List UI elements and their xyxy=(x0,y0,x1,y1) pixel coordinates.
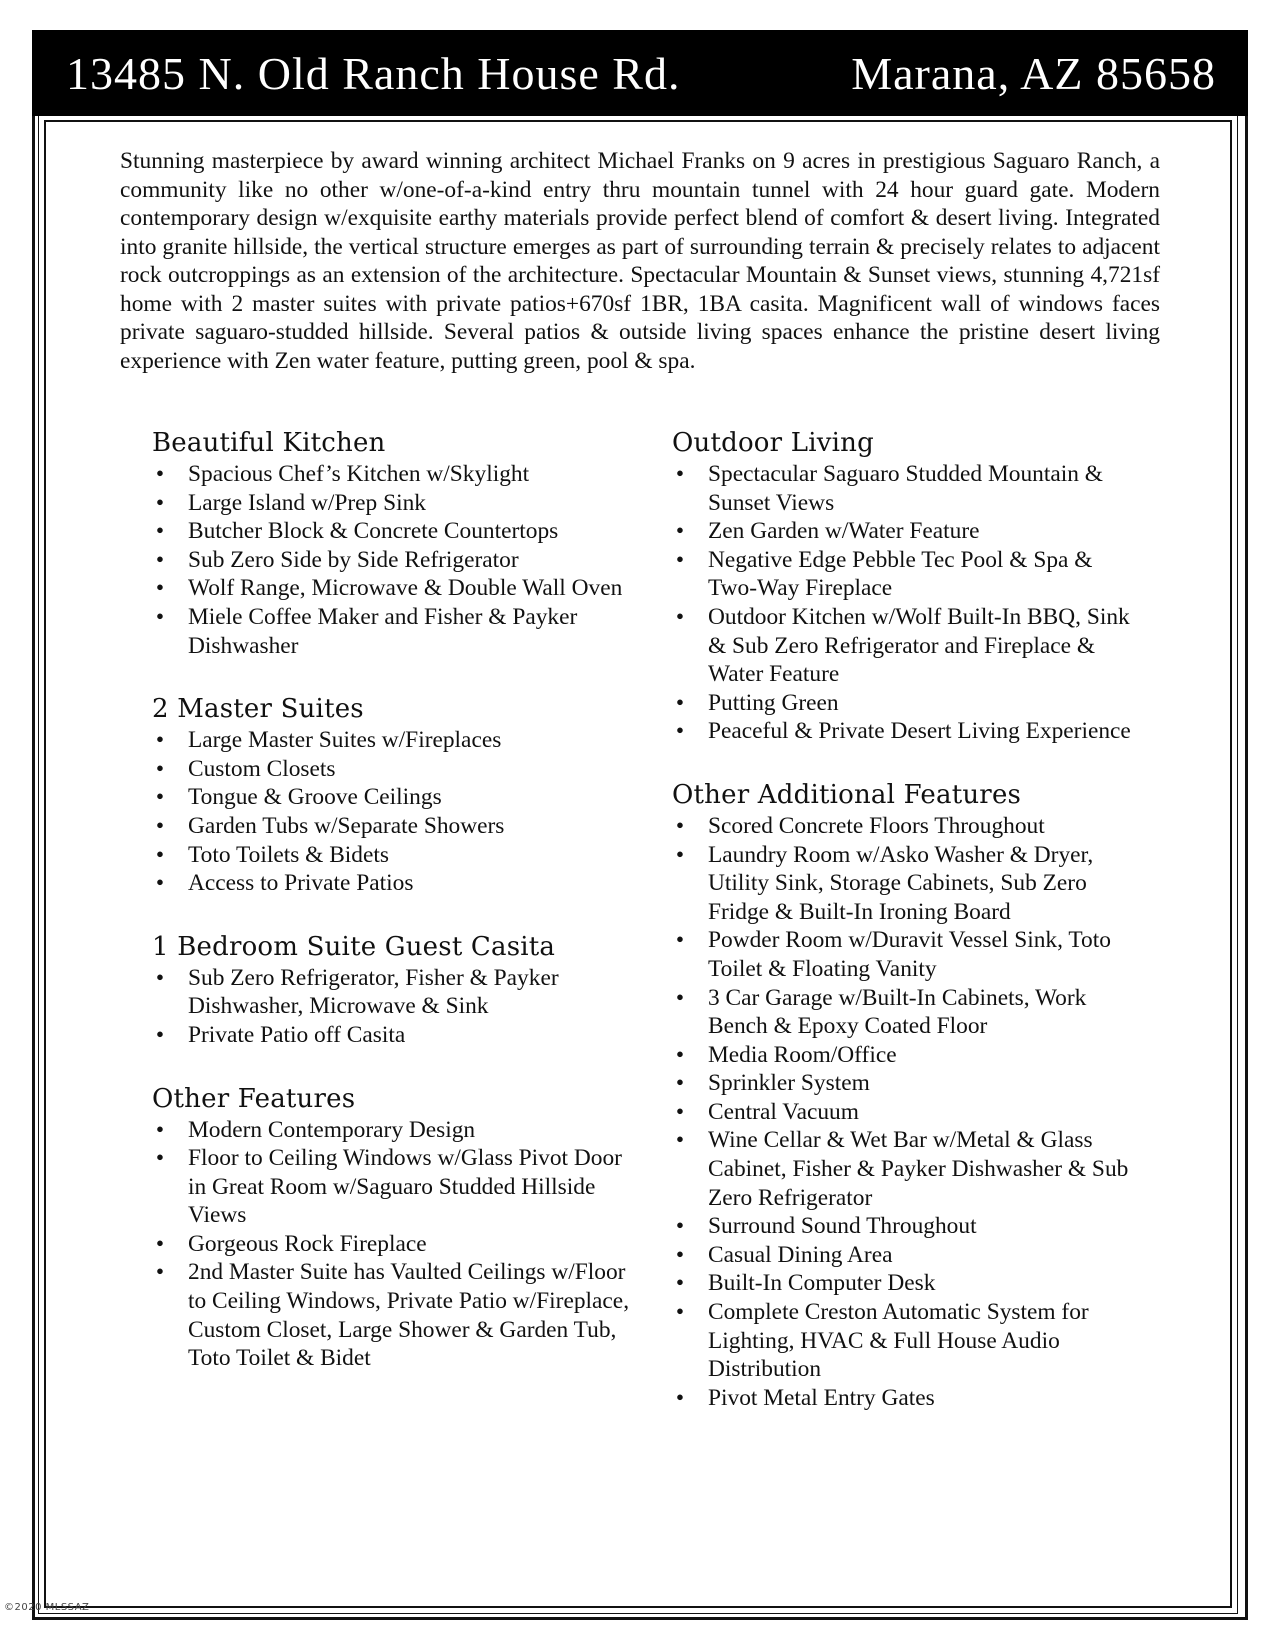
feature-item xyxy=(672,1069,1142,1098)
property-address: 13485 N. Old Ranch House Rd. xyxy=(66,47,681,99)
feature-item xyxy=(672,841,1142,927)
feature-item xyxy=(152,574,632,603)
bullet-icon: • xyxy=(155,1145,165,1172)
feature-item xyxy=(152,546,632,575)
section-1-bedroom-suite-guest-casita xyxy=(152,932,632,1050)
bullet-icon: • xyxy=(155,812,165,839)
feature-item xyxy=(152,755,632,784)
feature-item xyxy=(672,546,1142,603)
feature-text: Spectacular Saguaro Studded Mountain & Sunset Views xyxy=(708,461,1103,516)
bullet-icon: • xyxy=(675,927,685,954)
bullet-icon: • xyxy=(675,984,685,1011)
bullet-icon: • xyxy=(675,1241,685,1268)
feature-text: Butcher Block & Concrete Countertops xyxy=(188,518,559,545)
bullet-icon: • xyxy=(155,489,165,516)
section-heading: 1 Bedroom Suite Guest Casita xyxy=(152,931,556,962)
feature-item xyxy=(672,1098,1142,1127)
intro-description: Stunning masterpiece by award winning architect Michael Franks on 9 acres in prestigious Saguaro Ranch, a community like no other w/one-of-a-kind entry thru mountain tunnel with 24 hour guard gate. Modern contemporary design w/exquisite earthy materials provide perfect blend of comfort & desert living. Integrated into granite hillside, the vertical structure emerges as part of surrounding terrain & precisely relates to adjacent rock outcroppings as an extension of the architecture. Spectacular Mountain & Sunset views, stunning 4,721sf home with 2 master suites with private patios+670sf 1BR, 1BA casita. Magnificent wall of windows faces private saguaro-studded hillside. Several patios & outside living spaces enhance the pristine desert living experience with Zen water feature, putting green, pool & spa. xyxy=(120,148,1160,374)
bullet-icon: • xyxy=(155,1116,165,1143)
section-heading: Beautiful Kitchen xyxy=(152,428,386,458)
feature-text: Miele Coffee Maker and Fisher & Payker Dishwasher xyxy=(188,603,578,659)
feature-list xyxy=(672,460,1142,746)
bullet-icon: • xyxy=(675,718,685,745)
feature-item xyxy=(672,984,1142,1041)
feature-text: Outdoor Kitchen w/Wolf Built-In BBQ, Sink & Sub Zero Refrigerator and Fireplace & Water Feature xyxy=(708,603,1130,688)
feature-item xyxy=(672,717,1142,746)
section-beautiful-kitchen xyxy=(152,428,632,660)
section-other-features xyxy=(152,1084,632,1373)
feature-item xyxy=(672,517,1142,546)
feature-item xyxy=(672,1041,1142,1070)
bullet-icon: • xyxy=(675,603,685,630)
bullet-icon: • xyxy=(155,1259,165,1286)
bullet-icon: • xyxy=(155,546,165,573)
feature-list xyxy=(152,1116,632,1373)
feature-text: Large Master Suites w/Fireplaces xyxy=(188,727,502,754)
section-heading: Other Additional Features xyxy=(672,779,1022,810)
feature-item xyxy=(672,1384,1142,1413)
right-column xyxy=(672,428,1142,1446)
feature-text: Powder Room w/Duravit Vessel Sink, Toto Toilet & Floating Vanity xyxy=(708,927,1111,982)
feature-text: Private Patio off Casita xyxy=(188,1021,406,1048)
bullet-icon: • xyxy=(675,461,685,487)
bullet-icon: • xyxy=(155,575,165,602)
feature-text: Sub Zero Refrigerator, Fisher & Payker Dishwasher, Microwave & Sink xyxy=(188,964,559,1020)
bullet-icon: • xyxy=(155,755,165,782)
feature-text: Garden Tubs w/Separate Showers xyxy=(188,812,505,839)
feature-text: Modern Contemporary Design xyxy=(188,1116,476,1143)
feature-item xyxy=(152,1021,632,1050)
feature-item xyxy=(672,460,1142,517)
feature-text: Access to Private Patios xyxy=(188,870,414,897)
feature-text: Sub Zero Side by Side Refrigerator xyxy=(188,546,519,573)
feature-item xyxy=(152,1230,632,1259)
property-city: Marana, AZ 85658 xyxy=(851,47,1216,99)
feature-text: Negative Edge Pebble Tec Pool & Spa & Two-Way Fireplace xyxy=(708,546,1093,602)
feature-item xyxy=(672,812,1142,841)
feature-item xyxy=(152,603,632,660)
feature-item xyxy=(152,964,632,1021)
feature-text: Laundry Room w/Asko Washer & Dryer, Utility Sink, Storage Cabinets, Sub Zero Fridge & Built-In Ironing Board xyxy=(708,841,1094,925)
bullet-icon: • xyxy=(675,812,685,839)
mls-watermark: ©2020 MLSSAZ xyxy=(4,1602,90,1613)
feature-item xyxy=(152,841,632,870)
feature-text: Built-In Computer Desk xyxy=(708,1270,936,1297)
feature-item xyxy=(152,726,632,755)
feature-item xyxy=(672,1241,1142,1270)
bullet-icon: • xyxy=(675,1384,685,1411)
feature-item xyxy=(152,460,632,489)
bullet-icon: • xyxy=(675,1127,685,1154)
feature-item xyxy=(672,1126,1142,1212)
feature-list xyxy=(152,726,632,898)
feature-item xyxy=(152,517,632,546)
feature-item xyxy=(152,489,632,518)
section-other-additional-features xyxy=(672,780,1142,1412)
bullet-icon: • xyxy=(675,689,685,716)
bullet-icon: • xyxy=(155,841,165,868)
bullet-icon: • xyxy=(675,1213,685,1240)
feature-text: Surround Sound Throughout xyxy=(708,1213,977,1240)
feature-text: Putting Green xyxy=(708,689,839,716)
bullet-icon: • xyxy=(675,1270,685,1297)
feature-text: Scored Concrete Floors Throughout xyxy=(708,812,1045,839)
feature-item xyxy=(672,1269,1142,1298)
bullet-icon: • xyxy=(675,841,685,868)
bullet-icon: • xyxy=(155,1021,165,1048)
feature-item xyxy=(152,869,632,898)
feature-item xyxy=(152,812,632,841)
bullet-icon: • xyxy=(675,1041,685,1068)
header-band xyxy=(32,30,1248,116)
bullet-icon: • xyxy=(155,727,165,754)
feature-item xyxy=(152,783,632,812)
feature-item xyxy=(152,1258,632,1372)
feature-text: 2nd Master Suite has Vaulted Ceilings w/Floor to Ceiling Windows, Private Patio w/Fireplace, Custom Closet, Large Shower & Garden Tub, Toto Toilet & Bidet xyxy=(188,1259,630,1372)
bullet-icon: • xyxy=(675,1070,685,1097)
feature-text: Large Island w/Prep Sink xyxy=(188,489,426,516)
bullet-icon: • xyxy=(155,784,165,811)
feature-item xyxy=(672,603,1142,689)
feature-text: Floor to Ceiling Windows w/Glass Pivot Door in Great Room w/Saguaro Studded Hillside Views xyxy=(188,1145,622,1229)
feature-item xyxy=(672,1212,1142,1241)
section-heading: 2 Master Suites xyxy=(152,694,364,725)
section-heading: Other Features xyxy=(152,1083,356,1114)
bullet-icon: • xyxy=(155,603,165,630)
feature-text: Peaceful & Private Desert Living Experience xyxy=(708,718,1131,745)
feature-text: Tongue & Groove Ceilings xyxy=(188,784,442,811)
feature-list xyxy=(672,812,1142,1412)
bullet-icon: • xyxy=(675,1098,685,1125)
feature-text: Spacious Chef’s Kitchen w/Skylight xyxy=(188,461,530,487)
feature-text: Central Vacuum xyxy=(708,1098,859,1125)
feature-text: Media Room/Office xyxy=(708,1041,897,1068)
bullet-icon: • xyxy=(675,1299,685,1326)
feature-item xyxy=(152,1116,632,1145)
feature-text: Toto Toilets & Bidets xyxy=(188,841,389,868)
feature-text: Wine Cellar & Wet Bar w/Metal & Glass Cabinet, Fisher & Payker Dishwasher & Sub Zero Refrigerator xyxy=(708,1127,1129,1211)
bullet-icon: • xyxy=(675,518,685,545)
bullet-icon: • xyxy=(155,1230,165,1257)
left-column xyxy=(152,428,632,1407)
bullet-icon: • xyxy=(155,518,165,545)
bullet-icon: • xyxy=(675,546,685,573)
feature-item xyxy=(672,689,1142,718)
section-outdoor-living xyxy=(672,428,1142,746)
feature-text: Zen Garden w/Water Feature xyxy=(708,518,980,545)
feature-text: 3 Car Garage w/Built-In Cabinets, Work Bench & Epoxy Coated Floor xyxy=(708,984,1087,1040)
feature-item xyxy=(152,1144,632,1230)
bullet-icon: • xyxy=(155,870,165,897)
feature-item xyxy=(672,926,1142,983)
feature-text: Complete Creston Automatic System for Lighting, HVAC & Full House Audio Distribution xyxy=(708,1299,1089,1383)
feature-item xyxy=(672,1298,1142,1384)
section-2-master-suites xyxy=(152,694,632,898)
feature-text: Pivot Metal Entry Gates xyxy=(708,1384,935,1411)
bullet-icon: • xyxy=(155,964,165,991)
bullet-icon: • xyxy=(155,461,165,487)
feature-text: Sprinkler System xyxy=(708,1070,870,1097)
feature-text: Custom Closets xyxy=(188,755,336,782)
feature-text: Gorgeous Rock Fireplace xyxy=(188,1230,427,1257)
feature-text: Wolf Range, Microwave & Double Wall Oven xyxy=(188,575,623,602)
feature-list xyxy=(152,964,632,1050)
section-heading: Outdoor Living xyxy=(672,428,874,458)
feature-list xyxy=(152,460,632,660)
feature-text: Casual Dining Area xyxy=(708,1241,893,1268)
